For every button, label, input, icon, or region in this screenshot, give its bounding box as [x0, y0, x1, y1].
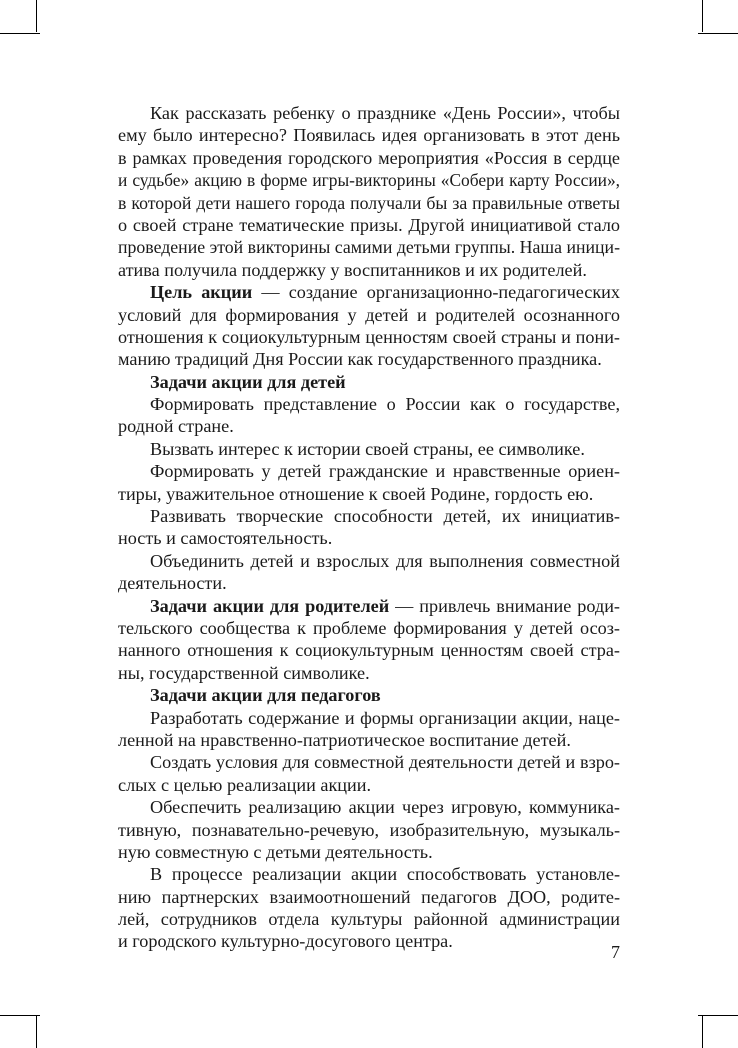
- paragraph: [118, 438, 620, 460]
- text-line: [118, 550, 620, 572]
- line-text: тиры, уважительное отношение к своей Родине, гордость ею.: [118, 483, 594, 504]
- text-line: [118, 259, 620, 281]
- text-line: [118, 908, 620, 930]
- text-line: [118, 371, 620, 393]
- line-text: тельского сообщества к проблеме формирования у детей осоз-: [118, 617, 620, 638]
- line-text: нию партнерских взаимоотношений педагогов ДОО, родите-: [118, 886, 620, 907]
- line-text: В процессе реализации акции способствовать установле-: [150, 864, 620, 885]
- text-line: [118, 729, 620, 751]
- line-text: Как рассказать ребенку о празднике «День России», чтобы: [150, 103, 620, 123]
- page-number: 7: [611, 942, 620, 962]
- paragraph: [118, 595, 620, 685]
- line-text: — создание организационно-педагогических: [252, 282, 620, 303]
- line-text: слых с целью реализации акции.: [118, 774, 372, 795]
- text-line: [118, 326, 620, 348]
- line-text: родной стране.: [118, 416, 234, 437]
- text-line: [118, 415, 620, 437]
- crop-mark-top-left-horizontal: [0, 33, 40, 34]
- crop-mark-bottom-left: [36, 1016, 37, 1048]
- text-line: [118, 438, 620, 460]
- text-line: [118, 102, 620, 124]
- text-line: [118, 774, 620, 796]
- text-line: [118, 684, 620, 706]
- text-line: [118, 527, 620, 549]
- line-text: отношения к социокультурным ценностям своей страны и пони-: [118, 326, 620, 347]
- text-line: [118, 236, 620, 258]
- crop-mark-top-left: [36, 0, 37, 32]
- text-line: [118, 348, 620, 370]
- paragraph: [118, 393, 620, 438]
- text-line: [118, 819, 620, 841]
- line-text: Объединить детей и взрослых для выполнения совместной: [150, 550, 620, 571]
- bold-heading: Цель акции: [150, 282, 253, 303]
- line-text: Формировать у детей гражданские и нравственные ориен-: [150, 461, 620, 482]
- bold-heading: Задачи акции для педагогов: [150, 685, 381, 706]
- paragraph: [118, 102, 620, 281]
- bold-heading: Задачи акции для родителей: [150, 595, 390, 616]
- text-line: [118, 169, 620, 191]
- line-text: Разработать содержание и формы организации акции, наце-: [150, 707, 620, 728]
- text-line: [118, 930, 620, 952]
- text-line: [118, 147, 620, 169]
- text-line: [118, 572, 620, 594]
- paragraph: [118, 684, 620, 706]
- paragraph: [118, 505, 620, 550]
- line-text: в рамках проведения городского мероприятия «Россия в сердце: [118, 147, 620, 168]
- paragraph: [118, 371, 620, 393]
- bold-heading: Задачи акции для детей: [150, 371, 346, 392]
- line-text: атива получила поддержку у воспитанников и их родителей.: [118, 259, 587, 280]
- paragraph: [118, 550, 620, 595]
- line-text: ему было интересно? Появилась идея организовать в этот день: [118, 125, 620, 146]
- line-text: Создать условия для совместной деятельности детей и взро-: [150, 752, 620, 773]
- line-text: — привлечь внимание роди-: [389, 595, 620, 616]
- line-text: о своей стране тематические призы. Другой инициативой стало: [118, 214, 620, 235]
- text-line: [118, 483, 620, 505]
- text-line: [118, 124, 620, 146]
- crop-mark-top-right-horizontal: [698, 33, 738, 34]
- paragraph: [118, 863, 620, 953]
- text-line: [118, 595, 620, 617]
- text-line: [118, 841, 620, 863]
- line-text: ленной на нравственно-патриотическое воспитание детей.: [118, 729, 571, 750]
- crop-mark-top-right: [702, 0, 703, 32]
- line-text: и городского культурно-досугового центра.: [118, 931, 453, 952]
- line-text: Вызвать интерес к истории своей страны, ее символике.: [150, 438, 585, 459]
- text-line: [118, 393, 620, 415]
- text-line: [118, 304, 620, 326]
- line-text: Обеспечить реализацию акции через игровую, коммуника-: [150, 797, 620, 818]
- line-text: ность и самостоятельность.: [118, 528, 333, 549]
- paragraph: [118, 281, 620, 371]
- line-text: Развивать творческие способности детей, их инициатив-: [150, 506, 620, 527]
- text-line: [118, 751, 620, 773]
- line-text: лей, сотрудников отдела культуры районной администрации: [118, 909, 620, 930]
- crop-mark-bottom-left-horizontal: [0, 1015, 40, 1016]
- text-line: [118, 460, 620, 482]
- line-text: в которой дети нашего города получали бы за правильные ответы: [118, 192, 620, 213]
- text-line: [118, 505, 620, 527]
- crop-mark-bottom-right: [702, 1016, 703, 1048]
- text-line: [118, 281, 620, 303]
- line-text: деятельности.: [118, 573, 227, 594]
- line-text: условий для формирования у детей и родителей осознанного: [118, 304, 620, 325]
- text-line: [118, 796, 620, 818]
- text-line: [118, 192, 620, 214]
- line-text: и судьбе» акцию в форме игры-викторины «Собери карту России»,: [118, 170, 620, 191]
- text-line: [118, 662, 620, 684]
- paragraph: [118, 460, 620, 505]
- line-text: Формировать представление о России как о государстве,: [150, 394, 620, 415]
- paragraph: [118, 751, 620, 796]
- body-text: [118, 102, 620, 953]
- line-text: нанного отношения к социокультурным ценностям своей стра-: [118, 640, 620, 661]
- text-line: [118, 639, 620, 661]
- text-line: [118, 214, 620, 236]
- text-line: [118, 617, 620, 639]
- line-text: тивную, познавательно-речевую, изобразительную, музыкаль-: [118, 819, 620, 840]
- paragraph: [118, 796, 620, 863]
- text-line: [118, 886, 620, 908]
- line-text: манию традиций Дня России как государственного праздника.: [118, 349, 602, 370]
- line-text: проведение этой викторины самими детьми группы. Наша иници-: [118, 237, 620, 258]
- paragraph: [118, 707, 620, 752]
- crop-mark-bottom-right-horizontal: [698, 1015, 738, 1016]
- text-line: [118, 707, 620, 729]
- line-text: ны, государственной символике.: [118, 662, 370, 683]
- text-line: [118, 863, 620, 885]
- line-text: ную совместную с детьми деятельность.: [118, 841, 433, 862]
